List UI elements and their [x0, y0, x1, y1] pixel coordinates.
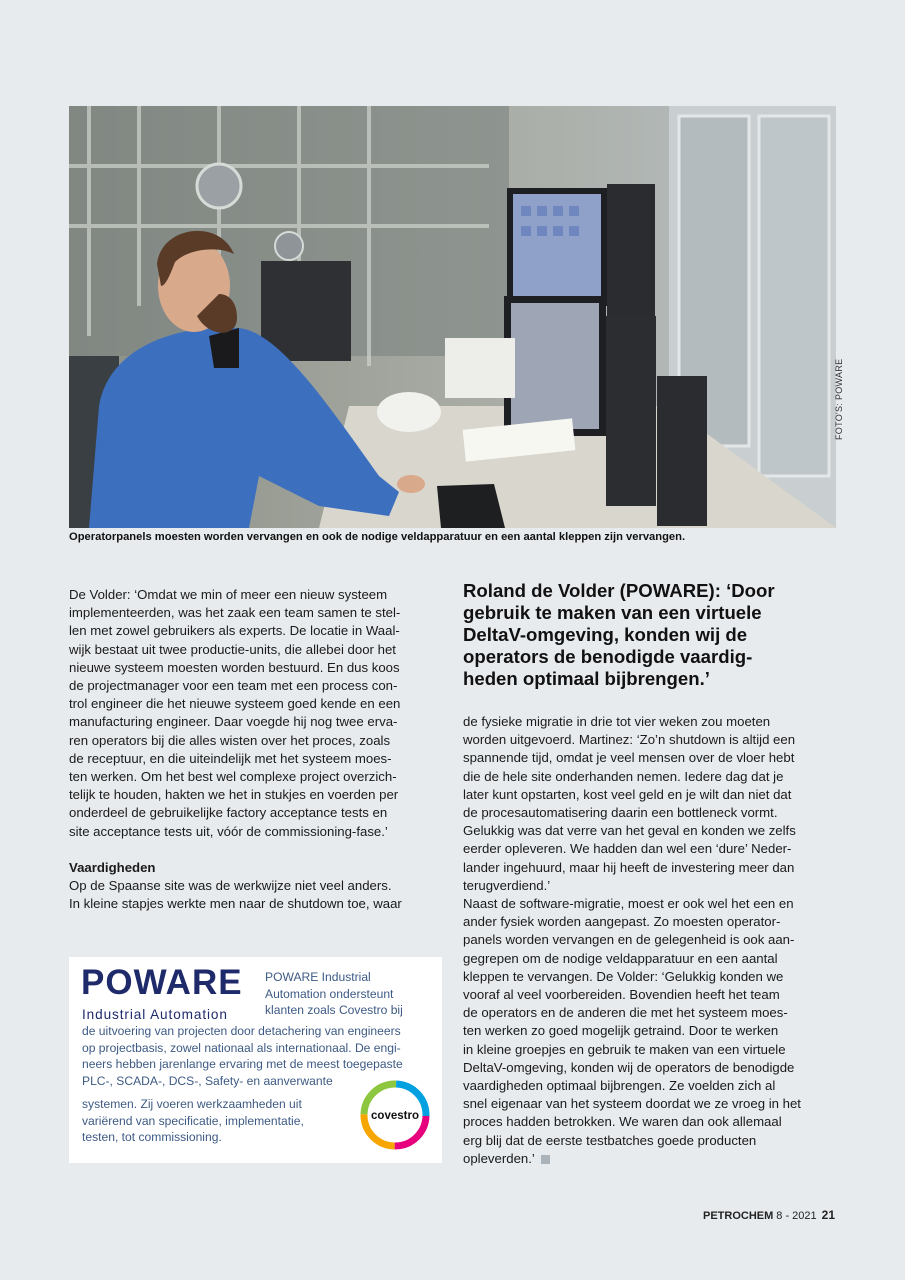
- text-line: de procesautomatisering daarin een bottleneck vormt.: [463, 805, 778, 821]
- right-column: [463, 713, 841, 1168]
- poware-logo: POWARE: [81, 963, 243, 1002]
- quote-line: DeltaV-omgeving, konden wij de: [463, 624, 748, 645]
- text-line: Op de Spaanse site was de werkwijze niet veel anders.: [69, 878, 392, 894]
- text-line: PLC-, SCADA-, DCS-, Safety- en aanverwante: [82, 1073, 333, 1088]
- text-line: variërend van specificatie, implementatie,: [82, 1113, 304, 1128]
- poware-infobox: [69, 957, 442, 1163]
- text-line: de uitvoering van projecten door detachering van engineers: [82, 1024, 401, 1038]
- text-line: op projectbasis, zowel nationaal als internationaal. De engi-: [82, 1040, 401, 1055]
- text-line: vooraf al veel voorbereiden. Bovendien heeft het team: [463, 987, 780, 1003]
- text-line: worden uitgevoerd. Martinez: ‘Zo’n shutdown is altijd een: [463, 732, 796, 748]
- text-line: ten werken. Om het best wel complexe project overzich-: [69, 769, 397, 785]
- photo-caption: Operatorpanels moesten worden vervangen en ook de nodige veldapparatuur en een aantal kleppen zijn vervangen.: [69, 531, 686, 543]
- pull-quote: [463, 580, 848, 690]
- text-line: proces hadden betrokken. We waren dan ook allemaal: [463, 1114, 782, 1130]
- sub-paragraph: [69, 877, 441, 913]
- text-line: in kleine groepjes en gebruik te maken van een virtuele: [463, 1041, 786, 1057]
- covestro-logo-text: covestro: [371, 1110, 419, 1122]
- article-photo: [69, 106, 836, 528]
- text-line: site acceptance tests uit, vóór de commissioning-fase.’: [69, 823, 388, 839]
- text-line: lander ingehuurd, maar hij heeft de investering meer dan: [463, 859, 795, 875]
- text-line: snel eigenaar van het systeem doordat we ze vroeg in het: [463, 1096, 801, 1112]
- quote-line: operators de benodigde vaardig-: [463, 646, 753, 667]
- quote-line: heden optimaal bijbrengen.’: [463, 668, 710, 689]
- text-line: die de hele site onderhanden nemen. Iedere dag dat je: [463, 768, 784, 784]
- infobox-text-bottom: [82, 1096, 352, 1146]
- text-line: trol engineer die het nieuwe systeem goed kende en een: [69, 696, 401, 712]
- text-line: gegrepen om de nodige veldapparatuur en een aantal: [463, 950, 778, 966]
- text-line: DeltaV-omgeving, konden wij de operators de benodigde: [463, 1059, 795, 1075]
- text-line: ren operators bij die alles wisten over het proces, zoals: [69, 732, 391, 748]
- left-column: [69, 586, 441, 913]
- end-of-article-mark: [541, 1155, 550, 1164]
- text-line: ander fysiek worden aangepast. Zo moesten operator-: [463, 914, 781, 930]
- text-line: opleverden.’: [463, 1150, 535, 1166]
- text-line: testen, tot commissioning.: [82, 1130, 222, 1144]
- text-line: Gelukkig was dat verre van het geval en konden we zelfs: [463, 823, 796, 839]
- text-line: eerder opleveren. We hadden dan wel een ‘dure’ Neder-: [463, 841, 792, 857]
- text-line: erg blij dat de eerste testbatches goede producten: [463, 1132, 757, 1148]
- text-line: later kunt opstarten, kost veel geld en je wilt dan niet dat: [463, 786, 792, 802]
- control-room-illustration: [69, 106, 836, 528]
- text-line: implementeerden, was het zaak een team samen te stel-: [69, 605, 401, 621]
- text-line: de receptuur, en die uiteindelijk met het systeem moes-: [69, 750, 392, 766]
- text-line: panels worden vervangen en de gelegenheid is ook aan-: [463, 932, 795, 948]
- left-paragraph: [69, 586, 441, 841]
- text-line: de projectmanager voor een team met een process con-: [69, 678, 398, 694]
- subheading: Vaardigheden: [69, 859, 156, 875]
- text-line: onderdeel de gebruikelijke factory acceptance tests en: [69, 805, 388, 821]
- text-line: de fysieke migratie in drie tot vier weken zou moeten: [463, 714, 771, 729]
- text-line: POWARE Industrial: [265, 970, 371, 984]
- text-line: systemen. Zij voeren werkzaamheden uit: [82, 1097, 302, 1111]
- covestro-logo: [360, 1080, 430, 1150]
- issue-number: 8 - 2021: [776, 1210, 817, 1222]
- text-line: ten werken zo goed mogelijk getraind. Door te werken: [463, 1023, 779, 1039]
- poware-logo-subtitle: Industrial Automation: [82, 1007, 228, 1022]
- text-line: In kleine stapjes werkte men naar de shutdown toe, waar: [69, 896, 402, 912]
- text-line: neers hebben jarenlange ervaring met de meest toegepaste: [82, 1057, 403, 1071]
- text-line: kleppen te vervangen. De Volder: ‘Gelukkig konden we: [463, 968, 784, 984]
- quote-line: Roland de Volder (POWARE): ‘Door: [463, 580, 775, 601]
- text-line: klanten zoals Covestro bij: [265, 1003, 403, 1017]
- text-line: manufacturing engineer. Daar voegde hij nog twee erva-: [69, 714, 398, 730]
- text-line: Automation ondersteunt: [265, 986, 394, 1001]
- quote-line: gebruik te maken van een virtuele: [463, 602, 762, 623]
- text-line: spannende tijd, omdat je veel mensen over de vloer hebt: [463, 750, 795, 766]
- text-line: vaardigheden optimaal bijbrengen. Ze voelden zich al: [463, 1078, 776, 1094]
- text-line: telijk te houden, hakten we het in stukjes en voerden per: [69, 787, 399, 803]
- page-number: 21: [821, 1208, 836, 1222]
- text-line: nieuwe systeem moesten worden bestuurd. En dus koos: [69, 659, 400, 675]
- text-line: Naast de software-migratie, moest er ook wel het een en: [463, 896, 794, 912]
- page-footer: [703, 1208, 835, 1222]
- text-line: De Volder: ‘Omdat we min of meer een nieuw systeem: [69, 587, 388, 602]
- infobox-text-top: [265, 969, 435, 1019]
- text-line: wijk bestaat uit twee productie-units, die allebei door het: [69, 641, 396, 657]
- text-line: terugverdiend.’: [463, 877, 551, 893]
- text-line: len met zowel gebruikers als experts. De locatie in Waal-: [69, 623, 400, 639]
- magazine-name: PETROCHEM: [703, 1210, 774, 1222]
- text-line: de operators en de anderen die met het systeem moes-: [463, 1005, 788, 1021]
- photo-credit: FOTO'S: POWARE: [834, 358, 844, 440]
